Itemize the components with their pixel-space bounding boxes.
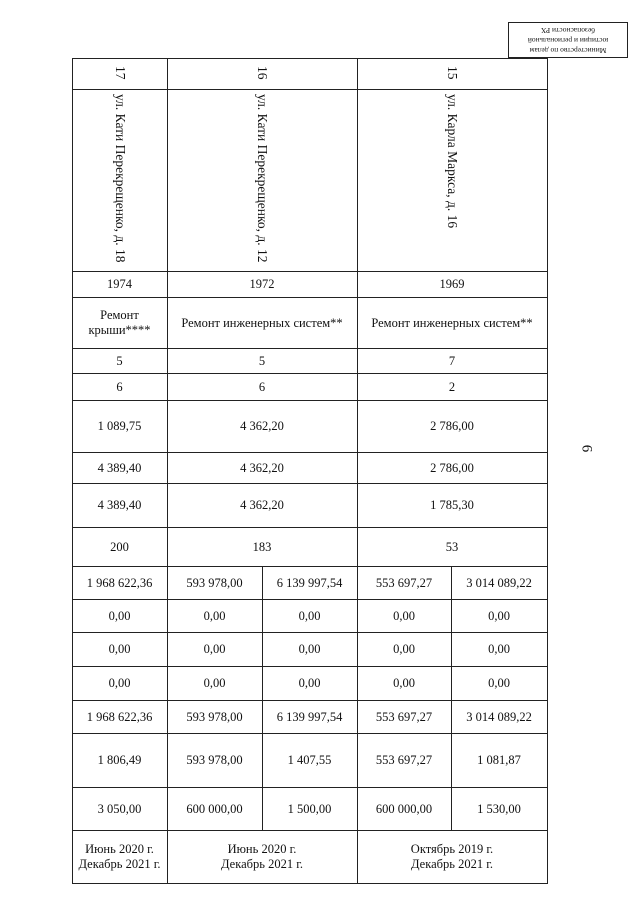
- entrances-cell: 6: [116, 379, 123, 394]
- zero-cell: 0,00: [393, 676, 415, 690]
- page-number: 6: [578, 444, 595, 453]
- cost-cell: 1 968 622,36: [86, 575, 153, 590]
- work-type-cell: Ремонт крыши****: [88, 308, 151, 337]
- zero-cell: 0,00: [203, 676, 226, 690]
- residents-cell: 200: [110, 539, 129, 554]
- area-cell: 4 362,20: [240, 498, 284, 512]
- floors-cell: 5: [116, 353, 123, 368]
- entrances-cell: 2: [448, 379, 456, 394]
- col1-number: 17: [113, 66, 128, 80]
- deadline-end: Декабрь 2021 г.: [410, 857, 494, 871]
- unit-cost-cell: 553 697,27: [375, 753, 433, 767]
- limit-cost-cell: 3 050,00: [97, 801, 142, 816]
- area-cell: 4 389,40: [97, 460, 142, 475]
- zero-cell: 0,00: [298, 676, 321, 690]
- deadline-start: Июнь 2020 г.: [227, 842, 297, 856]
- zero-cell: 0,00: [488, 642, 510, 656]
- fund-cost-cell: 3 014 089,22: [466, 709, 532, 724]
- col1-address: ул. Кати Перекрещенко, д. 18: [113, 94, 128, 263]
- zero-cell: 0,00: [108, 642, 131, 656]
- stamp-line: Министерство по делам: [529, 46, 607, 55]
- zero-cell: 0,00: [203, 642, 226, 656]
- limit-cost-cell: 1 500,00: [287, 801, 332, 816]
- cost-cell: 6 139 997,54: [276, 575, 343, 590]
- fund-cost-cell: 553 697,27: [375, 709, 433, 724]
- deadline-start: Октябрь 2019 г.: [410, 842, 494, 856]
- unit-cost-cell: 593 978,00: [186, 753, 243, 767]
- residents-cell: 183: [252, 539, 272, 554]
- year-cell: 1969: [439, 277, 465, 291]
- year-cell: 1972: [249, 277, 275, 291]
- zero-cell: 0,00: [203, 608, 226, 623]
- zero-cell: 0,00: [393, 608, 415, 623]
- zero-cell: 0,00: [488, 608, 510, 623]
- col2-number: 16: [255, 66, 270, 80]
- area-cell: 2 786,00: [430, 460, 474, 475]
- deadline-end: Декабрь 2021 г.: [220, 857, 304, 871]
- floors-cell: 7: [448, 353, 456, 368]
- cost-cell: 593 978,00: [186, 575, 243, 590]
- year-cell: 1974: [107, 277, 132, 291]
- col3-number: 15: [445, 66, 460, 80]
- fund-cost-cell: 1 968 622,36: [86, 709, 153, 724]
- area-cell: 1 785,30: [430, 498, 474, 512]
- limit-cost-cell: 600 000,00: [375, 801, 433, 816]
- residents-cell: 53: [445, 539, 459, 554]
- deadline-cell: [357, 831, 547, 883]
- zero-cell: 0,00: [108, 676, 131, 690]
- col2-address: ул. Кати Перекрещенко, д. 12: [255, 94, 270, 263]
- cost-cell: 3 014 089,22: [466, 575, 532, 590]
- work-type-cell: Ремонт инженерных систем**: [371, 315, 533, 330]
- area-cell: 4 389,40: [97, 498, 142, 512]
- area-cell: 4 362,20: [240, 419, 284, 433]
- zero-cell: 0,00: [298, 608, 321, 623]
- unit-cost-cell: 1 407,55: [287, 753, 332, 767]
- area-cell: 2 786,00: [430, 419, 474, 433]
- zero-cell: 0,00: [393, 642, 415, 656]
- deadline-end: Декабрь 2021 г.: [78, 857, 161, 871]
- area-cell: 4 362,20: [240, 460, 284, 475]
- zero-cell: 0,00: [488, 676, 510, 690]
- work-type-cell: Ремонт инженерных систем**: [181, 315, 343, 330]
- col3-address: ул. Карла Маркса, д. 16: [445, 94, 460, 229]
- limit-cost-cell: 600 000,00: [186, 801, 243, 816]
- stamp-line: безопасности РХ: [541, 26, 595, 35]
- unit-cost-cell: 1 806,49: [97, 753, 142, 767]
- entrances-cell: 6: [258, 379, 266, 394]
- deadline-cell: [72, 831, 167, 883]
- zero-cell: 0,00: [108, 608, 131, 623]
- cost-cell: 553 697,27: [375, 575, 433, 590]
- deadline-cell: [167, 831, 357, 883]
- fund-cost-cell: 593 978,00: [186, 709, 243, 724]
- zero-cell: 0,00: [298, 642, 321, 656]
- floors-cell: 5: [258, 353, 266, 368]
- fund-cost-cell: 6 139 997,54: [276, 709, 343, 724]
- deadline-start: Июнь 2020 г.: [85, 842, 154, 856]
- stamp-line: юстиции и региональной: [527, 36, 609, 45]
- unit-cost-cell: 1 081,87: [477, 753, 521, 767]
- limit-cost-cell: 1 530,00: [477, 801, 521, 816]
- area-cell: 1 089,75: [97, 419, 142, 433]
